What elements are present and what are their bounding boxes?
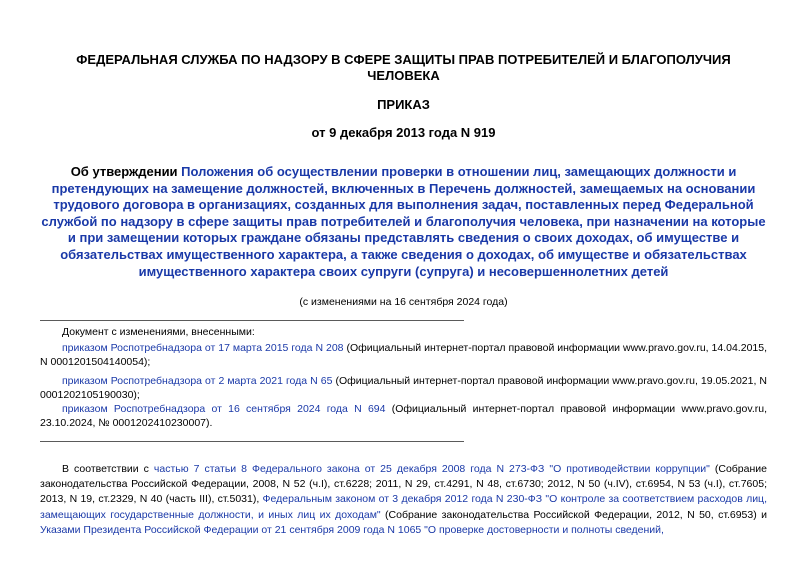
law-link-273fz[interactable]: частью 7 статьи 8 Федерального закона от 25 декабря 2008 года N 273-ФЗ "О противодействии коррупции" [153, 463, 710, 475]
body-text-1: В соответствии с [62, 463, 154, 475]
body-text-2: (Собрание законодательства Российской Федерации, 2008, N 52 (ч.I), ст.6228; 2011, N 29, ст.4291, N 48, ст.6730; 2012, N 50 (ч.IV), ст.6954, N 53 (ч.I), ст.7605; 2013, N 19, ст.2329, N 40 (часть III), ст.5031), [40, 463, 767, 506]
title-prefix: Об утверждении [70, 164, 182, 179]
change-entry-text: (Официальный интернет-портал правовой информации www.pravo.gov.ru, 23.10.2024, № 0001202410230007). [40, 403, 768, 429]
changes-intro: Документ с изменениями, внесенными: [62, 326, 255, 338]
change-entry-text: (Официальный интернет-портал правовой информации www.pravo.gov.ru, 19.05.2021, N 0001202105190030); [40, 375, 767, 401]
change-entry-link[interactable]: приказом Роспотребнадзора от 16 сентября 2024 года N 694 [62, 403, 386, 415]
body-text-3: (Собрание законодательства Российской Федерации, 2012, N 50, ст.6953) и [380, 508, 767, 521]
change-entry-link[interactable]: приказом Роспотребнадзора от 2 марта 2021 года N 65 [62, 375, 333, 387]
document-date: от 9 декабря 2013 года N 919 [311, 125, 496, 140]
change-entry-text: (Официальный интернет-портал правовой информации www.pravo.gov.ru, 14.04.2015, N 0001201504140054); [40, 342, 768, 368]
decree-link-1065[interactable]: Указами Президента Российской Федерации от 21 сентября 2009 года N 1065 "О проверке достоверности и полноты сведений, [40, 523, 664, 536]
change-entry-link[interactable]: приказом Роспотребнадзора от 17 марта 2015 года N 208 [62, 342, 344, 354]
change-entry [40, 342, 767, 369]
law-link-230fz[interactable]: Федеральным законом от 3 декабря 2012 года N 230-ФЗ "О контроле за соответствием расходов лиц, замещающих государственные должности, и иных лиц их доходам" [40, 493, 767, 521]
change-entry [40, 375, 767, 402]
document-type: ПРИКАЗ [377, 97, 430, 112]
body-paragraph [40, 462, 767, 538]
change-entry [40, 403, 767, 430]
divider-bottom [40, 441, 464, 442]
document-title [40, 164, 767, 280]
agency-name: ФЕДЕРАЛЬНАЯ СЛУЖБА ПО НАДЗОРУ В СФЕРЕ ЗАЩИТЫ ПРАВ ПОТРЕБИТЕЛЕЙ И БЛАГОПОЛУЧИЯ ЧЕЛОВЕКА [76, 52, 731, 83]
title-link[interactable]: Положения об осуществлении проверки в отношении лиц, замещающих должности и претендующих на замещение должностей, включенных в Перечень должностей, замещаемых на основании трудового договора в организациях, созданных для выполнения задач, поставленных перед Федеральной службой по надзору в сфере защиты прав потребителей и благополучия человека, при назначении на которые и при замещении которых граждане обязаны представлять сведения о своих доходах, об имуществе и обязательствах имущественного характера, а также сведения о доходах, об имуществе и обязательствах имущественного характера своих супруги (супруга) и несовершеннолетних детей [41, 164, 766, 279]
amendment-note: (с изменениями на 16 сентября 2024 года) [299, 296, 508, 308]
divider-top [40, 320, 464, 321]
